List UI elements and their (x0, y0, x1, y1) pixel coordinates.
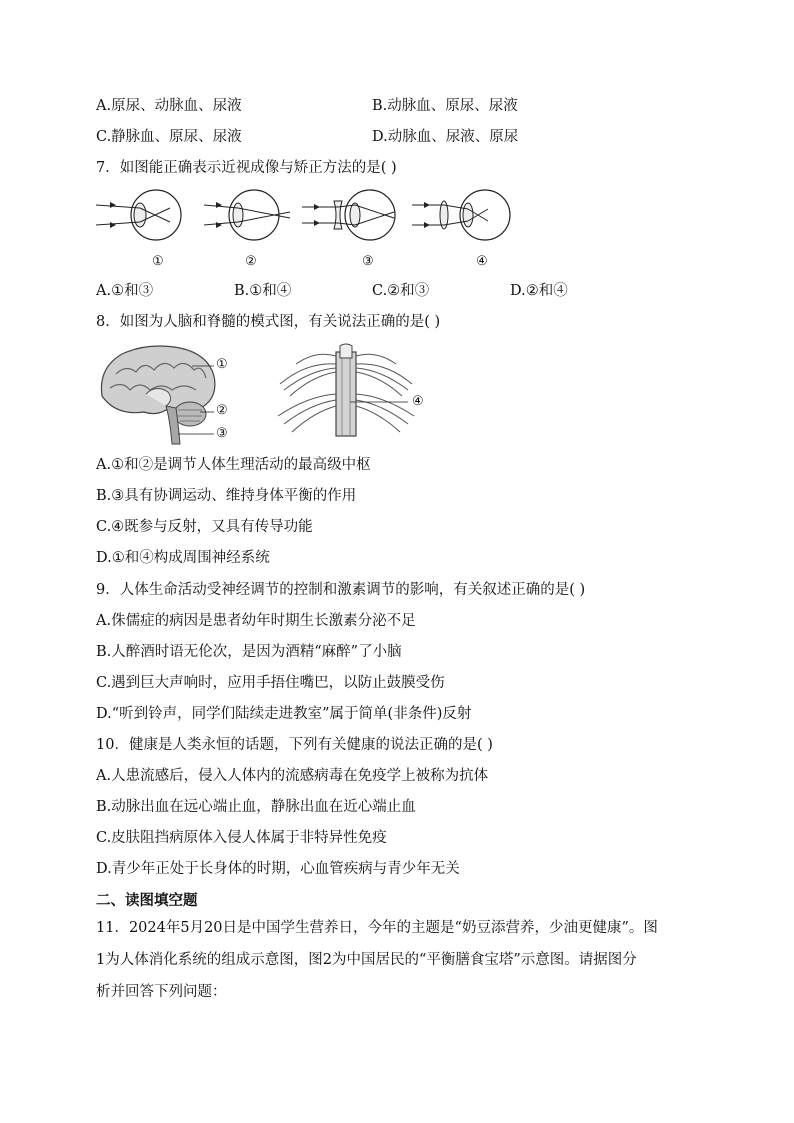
q7-option-d: D.②和④ (510, 283, 568, 299)
eye-label-2: ② (245, 254, 257, 269)
q11-line-3: 析并回答下列问题： (96, 984, 227, 1000)
eye-diagram-1 (94, 188, 194, 248)
q10-option-c: C.皮肤阻挡病原体入侵人体属于非特异性免疫 (96, 830, 387, 846)
q9-option-c: C.遇到巨大声响时，应用手捂住嘴巴，以防止鼓膜受伤 (96, 675, 445, 691)
q10-stem: 10．健康是人类永恒的话题，下列有关健康的说法正确的是( ) (96, 737, 493, 753)
q8-option-a: A.①和②是调节人体生理活动的最高级中枢 (96, 457, 371, 473)
q9-option-d: D.“听到铃声，同学们陆续走进教室”属于简单(非条件)反射 (96, 706, 472, 722)
eye-label-4: ④ (476, 254, 488, 269)
q8-stem: 8．如图为人脑和脊髓的模式图，有关说法正确的是( ) (96, 314, 441, 330)
q10-option-b: B.动脉出血在远心端止血，静脉出血在近心端止血 (96, 799, 416, 815)
q7-option-b: B.①和④ (234, 283, 292, 299)
brain-label-2: ② (216, 403, 228, 418)
q6-option-c: C.静脉血、原尿、尿液 (96, 129, 242, 145)
q9-option-a: A.侏儒症的病因是患者幼年时期生长激素分泌不足 (96, 613, 416, 629)
brain-diagram (96, 344, 236, 444)
eye-diagram-4 (410, 188, 520, 248)
q8-option-d: D.①和④构成周围神经系统 (96, 550, 270, 566)
q10-option-d: D.青少年正处于长身体的时期，心血管疾病与青少年无关 (96, 861, 460, 877)
q8-option-b: B.③具有协调运动、维持身体平衡的作用 (96, 488, 357, 504)
section-heading: 二、读图填空题 (96, 893, 198, 909)
eye-label-3: ③ (362, 254, 374, 269)
q9-option-b: B.人醉酒时语无伦次，是因为酒精“麻醉”了小脑 (96, 644, 402, 660)
eye-label-1: ① (152, 254, 164, 269)
q10-option-a: A.人患流感后，侵入人体内的流感病毒在免疫学上被称为抗体 (96, 768, 489, 784)
eye-diagram-3 (300, 188, 410, 248)
q7-stem: 7．如图能正确表示近视成像与矫正方法的是( ) (96, 160, 397, 176)
q11-line-1: 11．2024年5月20日是中国学生营养日，今年的主题是“奶豆添营养，少油更健康”。图 (96, 920, 658, 936)
q6-option-b: B.动脉血、原尿、尿液 (372, 98, 518, 114)
spinal-label-4: ④ (412, 394, 424, 409)
q9-stem: 9．人体生命活动受神经调节的控制和激素调节的影响，有关叙述正确的是( ) (96, 582, 586, 598)
eye-diagram-2 (202, 188, 302, 248)
q6-option-d: D.动脉血、尿液、原尿 (372, 129, 519, 145)
brain-label-1: ① (216, 357, 228, 372)
brain-label-3: ③ (216, 426, 228, 441)
q6-option-a: A.原尿、动脉血、尿液 (96, 98, 242, 114)
q8-option-c: C.④既参与反射，又具有传导功能 (96, 519, 313, 535)
q11-line-2: 1为人体消化系统的组成示意图，图2为中国居民的“平衡膳食宝塔”示意图。请据图分 (96, 952, 637, 968)
q7-option-c: C.②和③ (372, 283, 430, 299)
spinal-cord-diagram (276, 344, 416, 436)
q7-option-a: A.①和③ (96, 283, 154, 299)
